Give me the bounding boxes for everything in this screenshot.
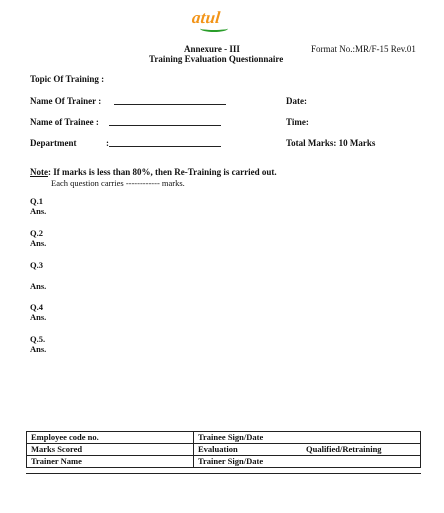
qualified-retraining-cell: Qualified/Retraining — [302, 444, 421, 456]
question-1: Q.1 — [30, 196, 43, 206]
annexure-label: Annexure - III — [184, 44, 240, 54]
department-label: Department — [30, 138, 77, 148]
question-2: Q.2 — [30, 228, 43, 238]
answer-1: Ans. — [30, 206, 47, 216]
trainer-name-cell: Trainer Name — [27, 456, 194, 468]
marks-per-question: Each question carries ------------ marks. — [51, 178, 185, 188]
trainee-sign-cell: Trainee Sign/Date — [194, 432, 421, 444]
question-5: Q.5. — [30, 334, 46, 344]
signature-space-bottom-line — [26, 473, 421, 474]
marks-scored-cell: Marks Scored — [27, 444, 194, 456]
table-row — [27, 444, 421, 456]
table-row — [27, 456, 421, 468]
trainer-name-label: Name Of Trainer : — [30, 96, 102, 106]
answer-5: Ans. — [30, 344, 47, 354]
department-colon: : — [106, 138, 109, 148]
trainee-name-label: Name of Trainee : — [30, 117, 99, 127]
trainee-name-line[interactable] — [109, 125, 221, 126]
evaluation-footer-table — [26, 431, 421, 468]
answer-2: Ans. — [30, 238, 47, 248]
table-row — [27, 432, 421, 444]
date-label: Date: — [286, 96, 307, 106]
question-4: Q.4 — [30, 302, 43, 312]
topic-of-training-label: Topic Of Training : — [30, 74, 105, 84]
note-text: : If marks is less than 80%, then Re-Training is carried out. — [48, 167, 277, 177]
department-line[interactable] — [109, 146, 221, 147]
answer-4: Ans. — [30, 312, 47, 322]
total-marks-label: Total Marks: 10 Marks — [286, 138, 376, 148]
time-label: Time: — [286, 117, 309, 127]
evaluation-cell: Evaluation — [194, 444, 303, 456]
employee-code-cell: Employee code no. — [27, 432, 194, 444]
logo-swash — [200, 25, 228, 32]
page-title: Training Evaluation Questionnaire — [149, 54, 284, 64]
trainer-sign-cell: Trainer Sign/Date — [194, 456, 421, 468]
note-label: Note — [30, 167, 48, 177]
company-logo: atul — [191, 8, 222, 27]
answer-3: Ans. — [30, 281, 47, 291]
note-line — [30, 167, 277, 177]
question-3: Q.3 — [30, 260, 43, 270]
format-number: Format No.:MR/F-15 Rev.01 — [311, 44, 416, 54]
trainer-name-line[interactable] — [114, 104, 226, 105]
